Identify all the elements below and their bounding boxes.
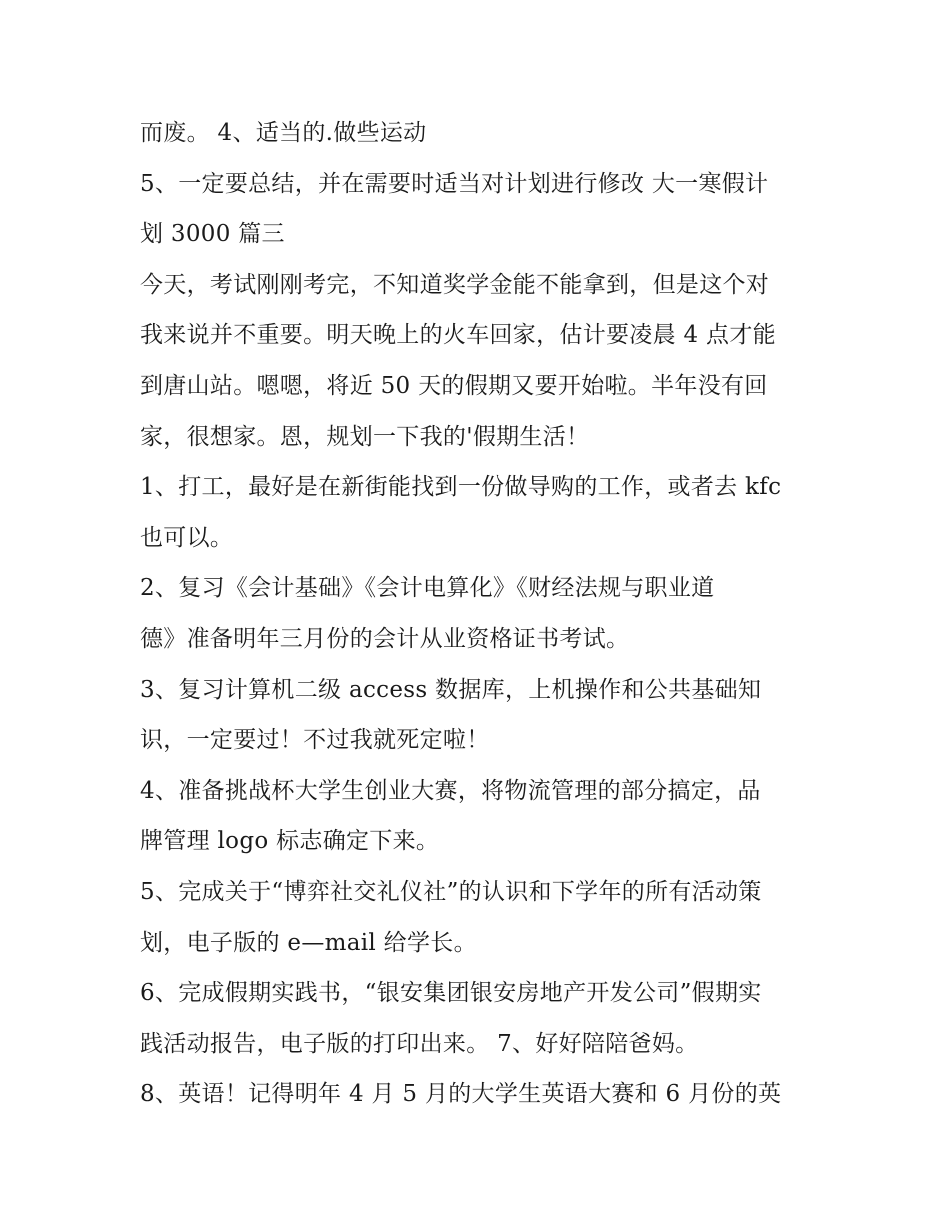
text-line: 2、复习《会计基础》《会计电算化》《财经法规与职业道 [140,575,715,602]
text-line: 识，一定要过！不过我就死定啦！ [140,727,490,754]
text-line: 8、英语！记得明年 4 月 5 月的大学生英语大赛和 6 月份的英 [140,1081,782,1108]
text-line: 到唐山站。嗯嗯，将近 50 天的假期又要开始啦。半年没有回 [140,372,768,399]
text-line: 家，很想家。恩，规划一下我的'假期生活！ [140,423,590,450]
text-line: 而废。 4、适当的.做些运动 [140,120,427,146]
text-line: 也可以。 [140,524,234,551]
text-line: 德》准备明年三月份的会计从业资格证书考试。 [140,625,630,652]
text-line: 牌管理 logo 标志确定下来。 [140,828,440,855]
text-line: 5、完成关于“博弈社交礼仪社”的认识和下学年的所有活动策 [140,878,762,905]
text-line: 1、打工，最好是在新街能找到一份做导购的工作，或者去 kfc [140,474,782,501]
text-line: 4、准备挑战杯大学生创业大赛，将物流管理的部分搞定，品 [140,777,761,804]
body-text [140,108,820,1120]
text-line: 今天，考试刚刚考完，不知道奖学金能不能拿到，但是这个对 [140,271,770,298]
text-line: 划，电子版的 e—mail 给学长。 [140,929,477,956]
text-line: 5、一定要总结，并在需要时适当对计划进行修改 大一寒假计 [140,170,769,197]
text-line: 划 3000 篇三 [140,221,285,248]
text-line: 6、完成假期实践书，“银安集团银安房地产开发公司”假期实 [140,980,762,1007]
text-line: 我来说并不重要。明天晚上的火车回家，估计要凌晨 4 点才能 [140,322,776,349]
text-line: 践活动报告，电子版的打印出来。 7、好好陪陪爸妈。 [140,1030,699,1057]
text-line: 3、复习计算机二级 access 数据库，上机操作和公共基础知 [140,676,762,703]
